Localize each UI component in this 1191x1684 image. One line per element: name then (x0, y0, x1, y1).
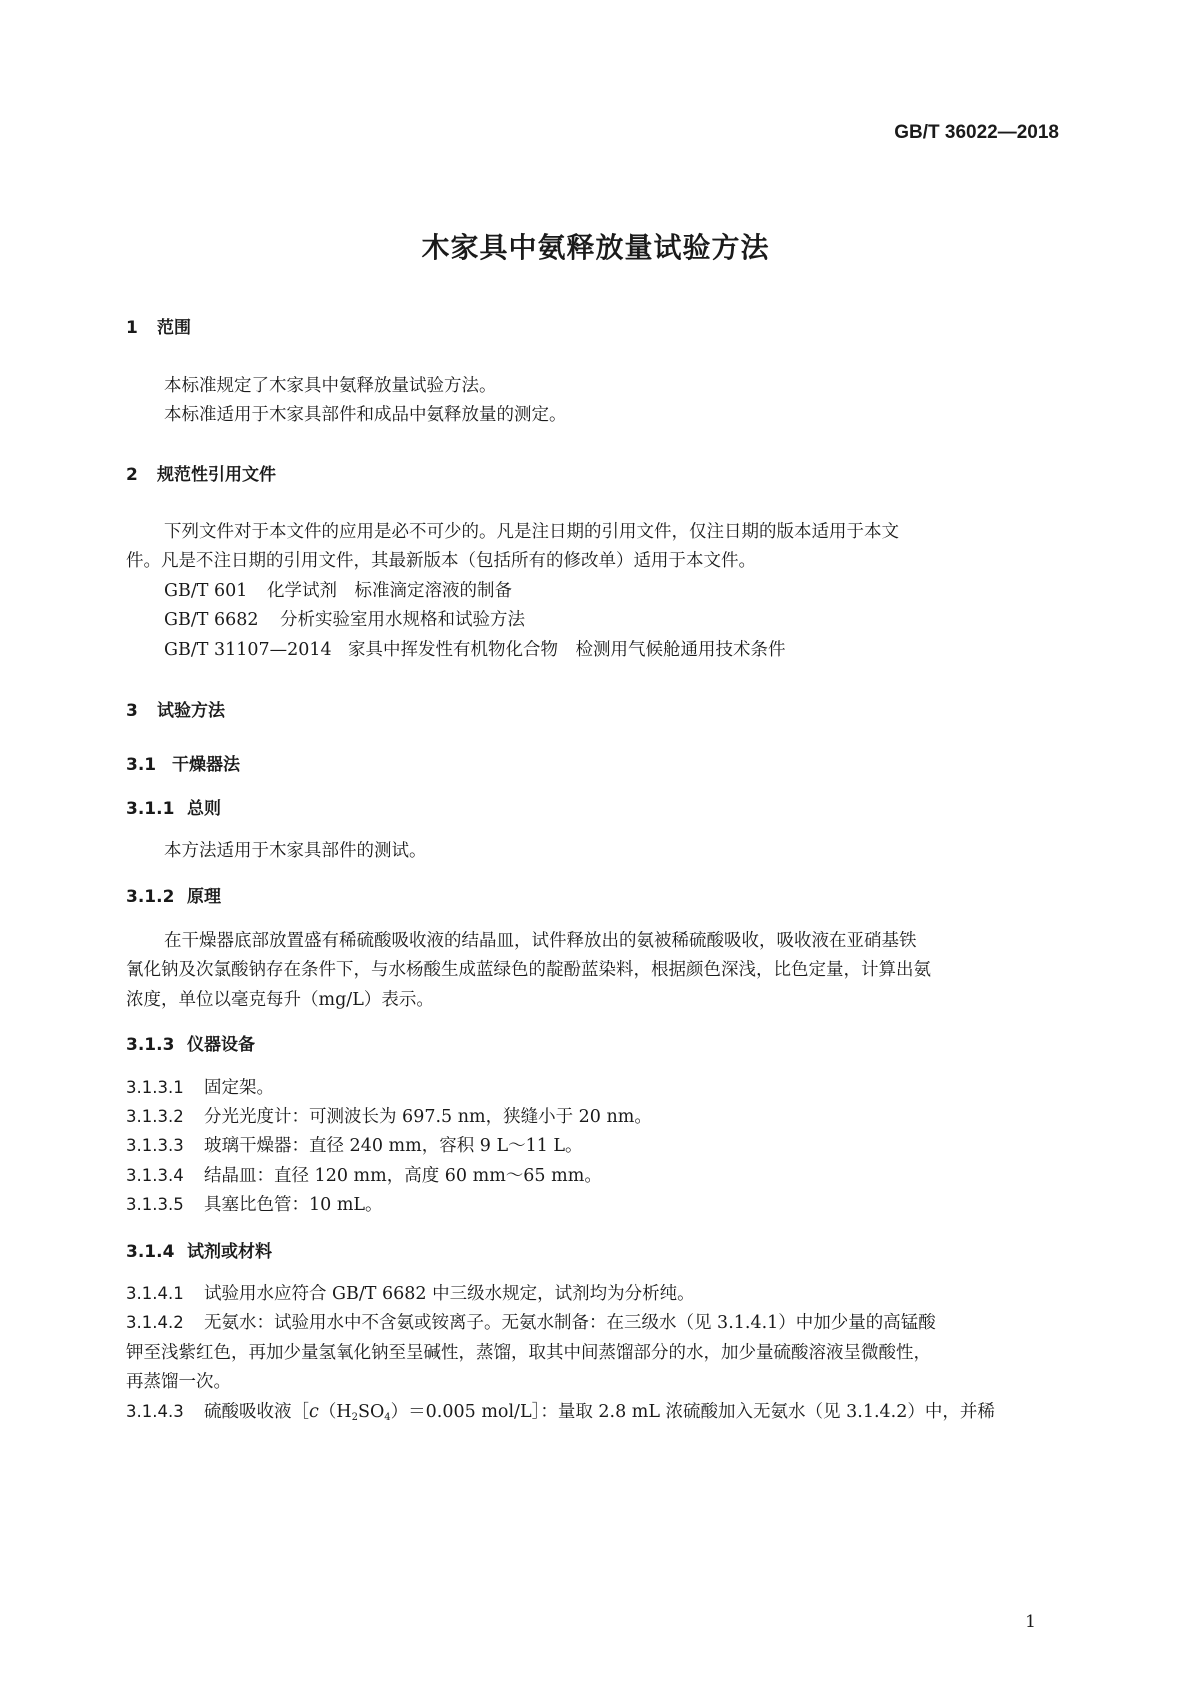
section-title: 试验方法 (157, 701, 225, 721)
section-number: 3.1.3 (126, 1035, 175, 1055)
subsection-3-1-3-heading (126, 1030, 255, 1055)
paragraph: 本标准适用于木家具部件和成品中氨释放量的测定。 (164, 405, 567, 425)
section-number: 3.1.1 (126, 799, 175, 819)
item-number: 3.1.3.3 (126, 1136, 184, 1155)
subsection-3-1-2-heading (126, 882, 221, 907)
concentration-symbol: c (309, 1402, 319, 1422)
paragraph-line: 件。凡是不注日期的引用文件，其最新版本（包括所有的修改单）适用于本文件。 (126, 551, 756, 571)
item-number: 3.1.4.2 (126, 1313, 184, 1332)
item-number: 3.1.4.3 (126, 1402, 184, 1421)
subscript: 2 (351, 1412, 358, 1423)
reference-item (164, 606, 525, 631)
page-number: 1 (1025, 1612, 1036, 1632)
item-text: 具塞比色管：10 mL。 (204, 1195, 383, 1215)
item-text: 结晶皿：直径 120 mm，高度 60 mm～65 mm。 (204, 1166, 602, 1186)
item-text: 分光光度计：可测波长为 697.5 nm，狭缝小于 20 nm。 (204, 1107, 652, 1127)
item-number: 3.1.3.5 (126, 1195, 184, 1214)
item-number: 3.1.3.1 (126, 1078, 184, 1097)
section-number: 2 (126, 465, 138, 485)
formula-suffix: ）＝0.005 mol/L］：量取 2.8 mL 浓硫酸加入无氨水（见 3.1.4.2）中，并稀 (390, 1402, 995, 1422)
section-1-heading (126, 313, 191, 338)
section-number: 3.1.2 (126, 887, 175, 907)
item-text (204, 1402, 995, 1422)
reference-name: 家具中挥发性有机物化合物 检测用气候舱通用技术条件 (348, 640, 786, 660)
reference-item (164, 577, 512, 602)
section-title: 原理 (187, 887, 221, 907)
reference-name: 化学试剂 标准滴定溶液的制备 (267, 581, 512, 601)
list-item (126, 1103, 652, 1128)
list-item (126, 1309, 936, 1334)
reference-code: GB/T 6682 (164, 610, 259, 630)
formula-part: （H (318, 1402, 352, 1422)
paragraph: 本方法适用于木家具部件的测试。 (164, 841, 427, 861)
subscript: 4 (384, 1412, 391, 1423)
section-number: 3.1.4 (126, 1242, 175, 1262)
list-item (126, 1280, 695, 1305)
standard-code: GB/T 36022—2018 (894, 122, 1059, 143)
section-title: 仪器设备 (187, 1035, 255, 1055)
section-title: 干燥器法 (172, 755, 240, 775)
formula-part: SO (357, 1402, 385, 1422)
list-item (126, 1074, 274, 1099)
reference-item (164, 636, 786, 661)
subsection-3-1-heading (126, 750, 240, 775)
list-item (126, 1191, 383, 1216)
reference-name: 分析实验室用水规格和试验方法 (280, 610, 525, 630)
section-title: 总则 (187, 799, 221, 819)
reference-code: GB/T 601 (164, 581, 248, 601)
section-3-heading (126, 696, 225, 721)
item-number: 3.1.3.2 (126, 1107, 184, 1126)
section-title: 范围 (157, 318, 191, 338)
document-title: 木家具中氨释放量试验方法 (421, 231, 770, 264)
paragraph: 本标准规定了木家具中氨释放量试验方法。 (164, 376, 497, 396)
subsection-3-1-1-heading (126, 794, 221, 819)
item-continuation-line: 钾至浅紫红色，再加少量氢氧化钠至呈碱性，蒸馏，取其中间蒸馏部分的水，加少量硫酸溶液呈微酸性， (126, 1343, 931, 1363)
paragraph-line: 在干燥器底部放置盛有稀硫酸吸收液的结晶皿，试件释放出的氨被稀硫酸吸收，吸收液在亚硝基铁 (164, 931, 917, 951)
item-number: 3.1.4.1 (126, 1284, 184, 1303)
list-item (126, 1398, 995, 1423)
item-continuation-line: 再蒸馏一次。 (126, 1372, 231, 1392)
paragraph-line: 氰化钠及次氯酸钠存在条件下，与水杨酸生成蓝绿色的靛酚蓝染料，根据颜色深浅，比色定量，计算出氨 (126, 960, 931, 980)
list-item (126, 1132, 583, 1157)
formula-prefix: 硫酸吸收液［ (204, 1402, 309, 1422)
subsection-3-1-4-heading (126, 1237, 272, 1262)
section-number: 3.1 (126, 755, 157, 775)
paragraph-line: 浓度，单位以毫克每升（mg/L）表示。 (126, 990, 434, 1010)
list-item (126, 1162, 602, 1187)
item-text: 无氨水：试验用水中不含氨或铵离子。无氨水制备：在三级水（见 3.1.4.1）中加少量的高锰酸 (204, 1313, 936, 1333)
section-2-heading (126, 460, 276, 485)
reference-code: GB/T 31107—2014 (164, 640, 332, 660)
item-text: 玻璃干燥器：直径 240 mm，容积 9 L～11 L。 (204, 1136, 583, 1156)
section-number: 3 (126, 701, 138, 721)
section-title: 规范性引用文件 (157, 465, 276, 485)
paragraph-line: 下列文件对于本文件的应用是必不可少的。凡是注日期的引用文件，仅注日期的版本适用于本文 (164, 522, 899, 542)
item-number: 3.1.3.4 (126, 1166, 184, 1185)
section-title: 试剂或材料 (187, 1242, 272, 1262)
section-number: 1 (126, 318, 138, 338)
item-text: 试验用水应符合 GB/T 6682 中三级水规定，试剂均为分析纯。 (204, 1284, 695, 1304)
item-text: 固定架。 (204, 1078, 274, 1098)
